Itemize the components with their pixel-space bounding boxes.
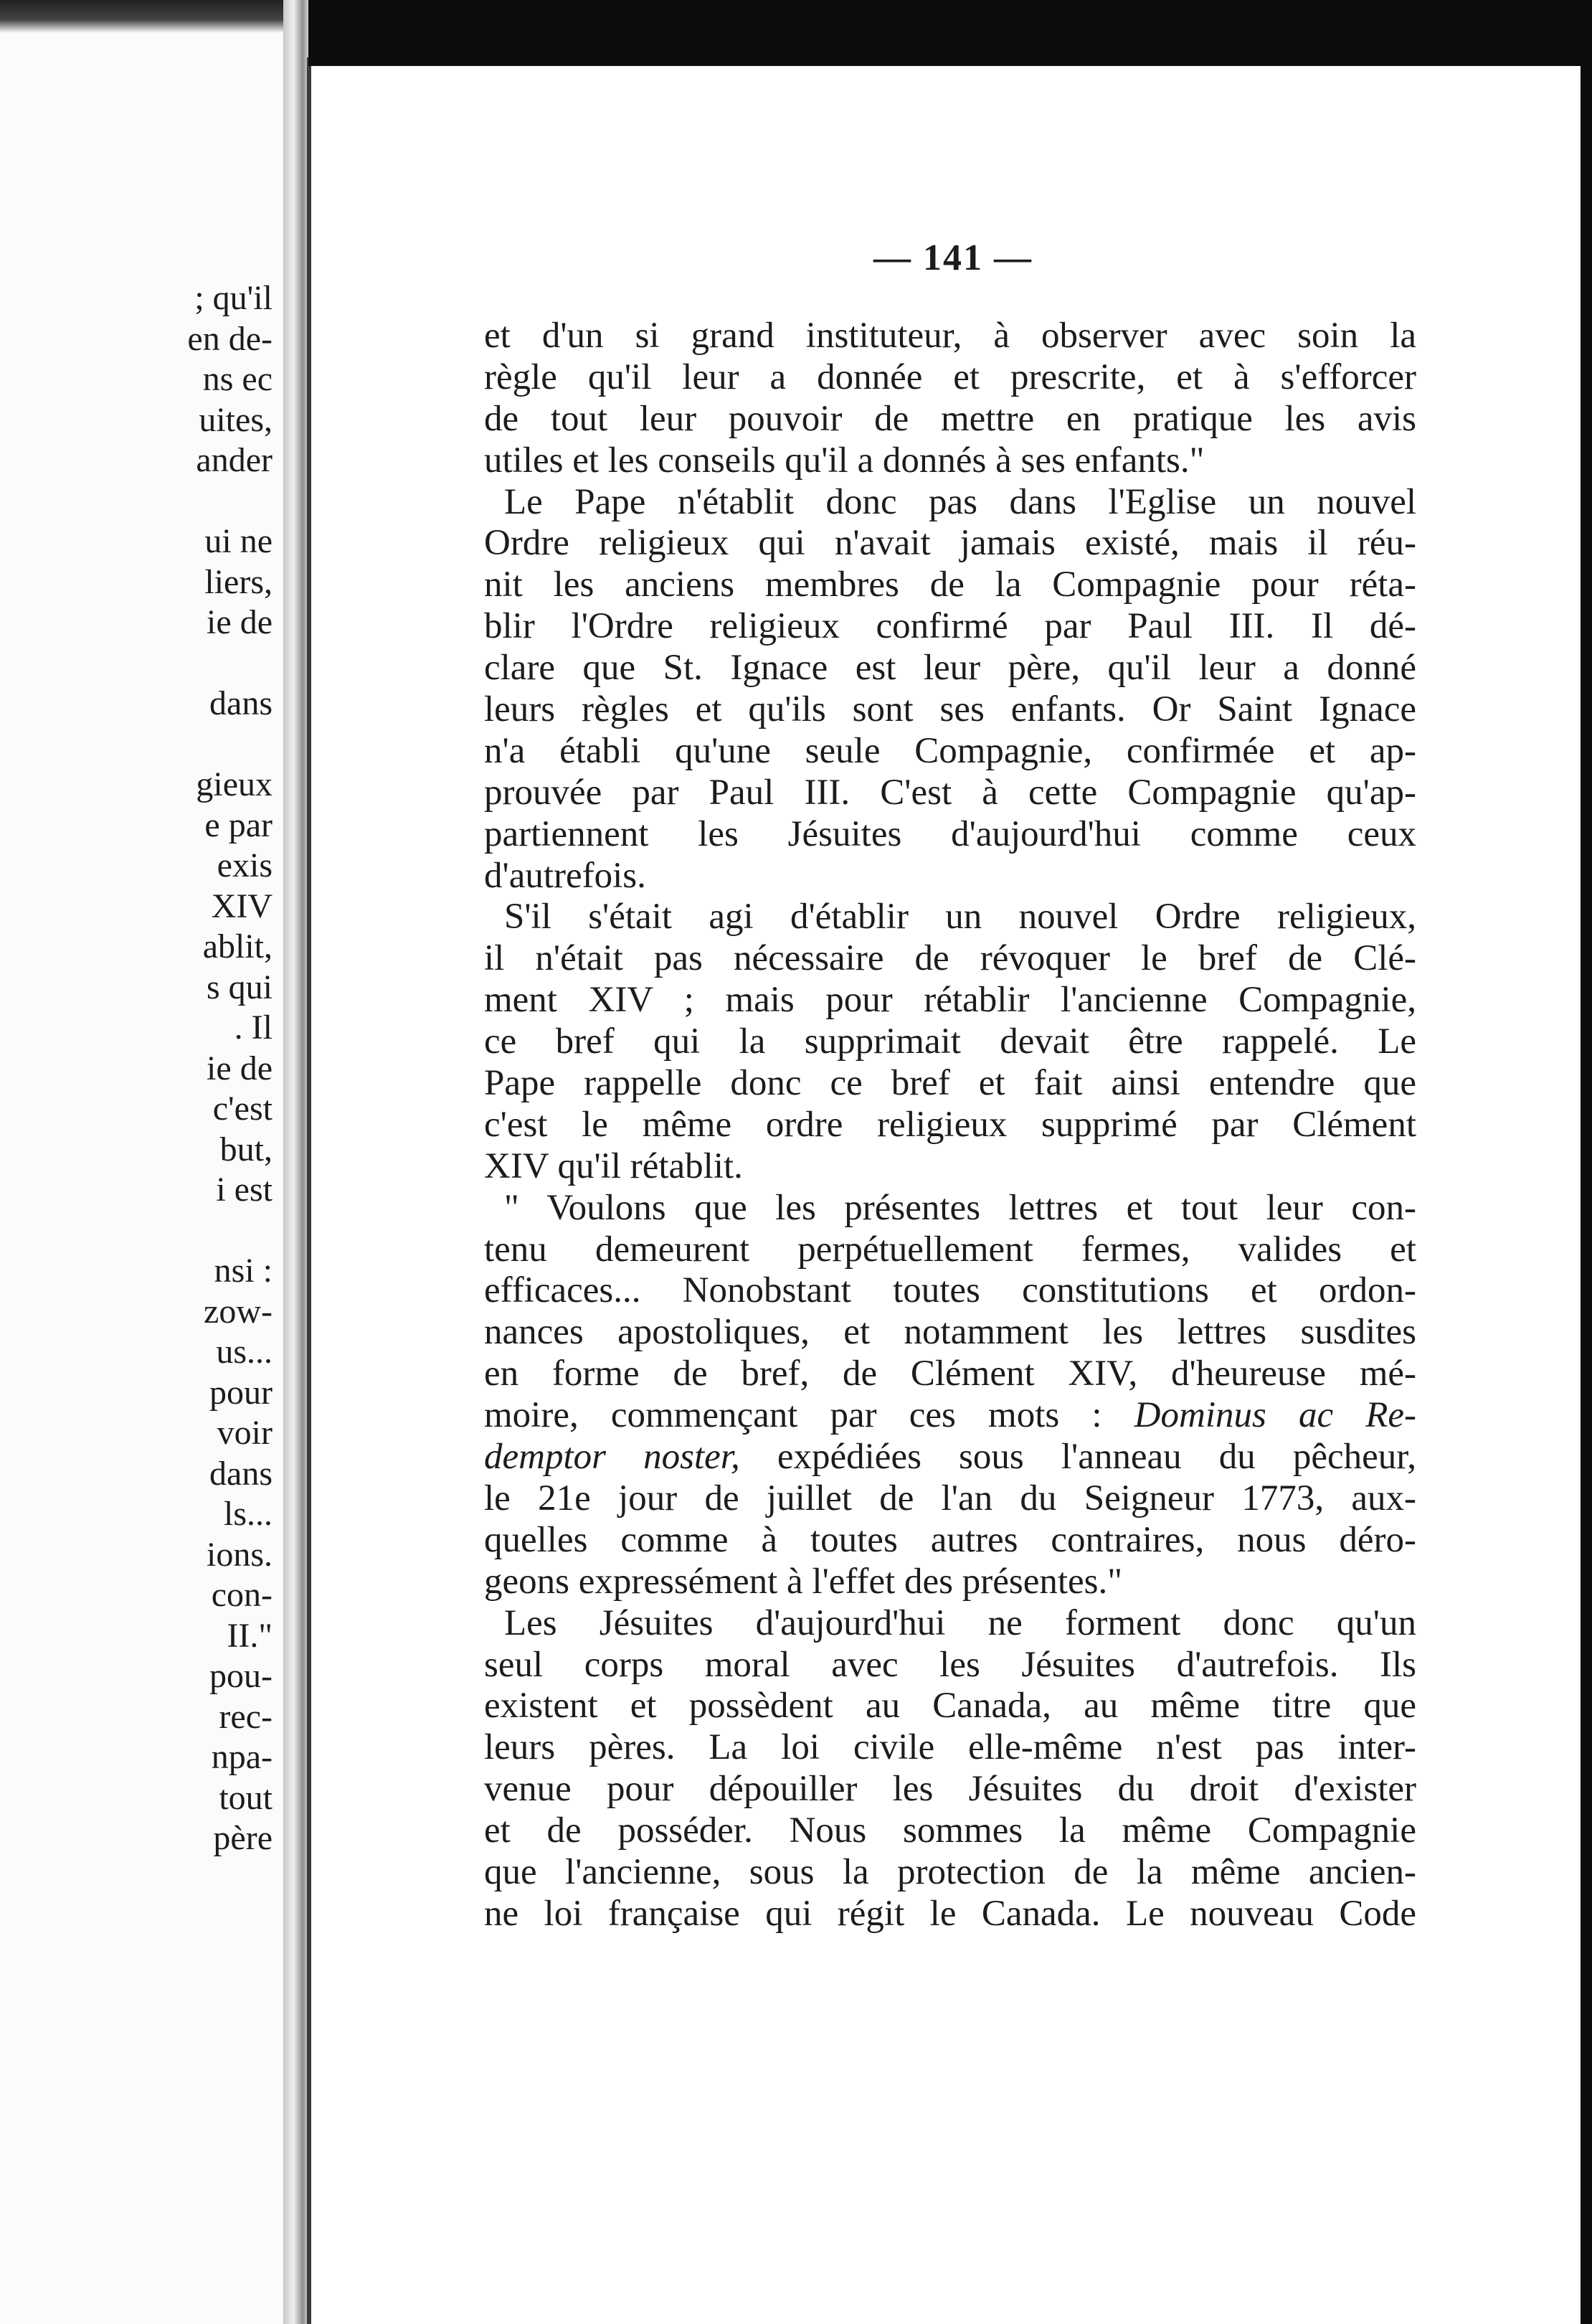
text-line: nit les anciens membres de la Compagnie pour réta- <box>484 565 1416 605</box>
text-line: leurs pères. La loi civile elle-même n'est pas inter- <box>484 1727 1416 1768</box>
latin-incipit: demptor noster, <box>484 1437 740 1478</box>
facing-page-fragment: dans <box>209 1454 273 1493</box>
facing-page-fragment: us... <box>216 1333 273 1371</box>
page-number: — 141 — <box>873 237 1033 278</box>
facing-page-fragment: II." <box>227 1616 273 1655</box>
text-line: c'est le même ordre religieux supprimé par Clément <box>484 1104 1416 1145</box>
text-line: " Voulons que les présentes lettres et tout leur con- <box>504 1187 1416 1228</box>
text-line: geons expressément à l'effet des présentes." <box>484 1561 1123 1602</box>
text-line: Pape rappelle donc ce bref et fait ainsi entendre que <box>484 1063 1416 1104</box>
text-segment: expédiées sous l'anneau du pêcheur, <box>777 1437 1417 1478</box>
scan-border-top <box>308 0 1592 66</box>
facing-page-fragment: ls... <box>223 1495 273 1533</box>
facing-page-fragment: . Il <box>234 1009 273 1047</box>
text-line: XIV qu'il rétablit. <box>484 1146 743 1186</box>
text-line: venue pour dépouiller les Jésuites du droit d'exister <box>484 1769 1416 1810</box>
text-line: que l'ancienne, sous la protection de la même ancien- <box>484 1851 1416 1892</box>
text-line: S'il s'était agi d'établir un nouvel Ordre religieux, <box>504 897 1416 937</box>
facing-page-fragment: ; qu'il <box>194 279 273 317</box>
text-line: Ordre religieux qui n'avait jamais existé, mais il réu- <box>484 523 1416 564</box>
scan-border-right <box>1581 0 1592 2324</box>
facing-page-fragment: exis <box>217 846 273 884</box>
facing-page-fragment: nsi : <box>214 1252 273 1290</box>
text-line: en forme de bref, de Clément XIV, d'heureuse mé- <box>484 1354 1416 1394</box>
facing-page-fragment: voir <box>217 1414 273 1452</box>
facing-page-fragment: liers, <box>204 562 273 601</box>
text-line: Les Jésuites d'aujourd'hui ne forment donc qu'un <box>504 1602 1416 1643</box>
facing-page-fragment <box>0 1211 273 1252</box>
text-line: le 21e jour de juillet de l'an du Seigneur 1773, aux- <box>484 1478 1416 1518</box>
facing-page-text-fragments <box>0 278 273 1859</box>
facing-page-fragment: but, <box>219 1130 273 1168</box>
facing-page-fragment: XIV <box>211 887 273 925</box>
facing-page-fragment: en de- <box>187 319 273 358</box>
facing-page-fragment: e par <box>204 806 273 844</box>
text-line <box>484 1395 1416 1437</box>
facing-page-fragment: uites, <box>199 400 273 439</box>
scan-shadow <box>0 0 283 33</box>
facing-page-fragment <box>0 643 273 684</box>
text-line: clare que St. Ignace est leur père, qu'il leur a donné <box>484 648 1416 689</box>
facing-page-fragment: père <box>213 1819 273 1857</box>
facing-page-fragment: zow- <box>204 1292 273 1331</box>
text-line: Le Pape n'établit donc pas dans l'Eglise un nouvel <box>504 481 1416 522</box>
facing-page-fragment: s qui <box>206 968 273 1006</box>
text-line: et de posséder. Nous sommes la même Compagnie <box>484 1810 1416 1851</box>
text-line: partiennent les Jésuites d'aujourd'hui comme ceux <box>484 813 1416 854</box>
latin-incipit: Dominus ac Re- <box>1134 1395 1417 1436</box>
text-line: efficaces... Nonobstant toutes constitutions et ordon- <box>484 1270 1416 1311</box>
text-line: nances apostoliques, et notamment les lettres susdites <box>484 1312 1416 1353</box>
facing-page-fragment <box>0 724 273 765</box>
facing-page-fragment: ander <box>196 441 273 479</box>
facing-page-fragment <box>0 481 273 522</box>
text-line: quelles comme à toutes autres contraires, nous déro- <box>484 1519 1416 1560</box>
text-line: prouvée par Paul III. C'est à cette Compagnie qu'ap- <box>484 772 1416 813</box>
text-line: utiles et les conseils qu'il a donnés à ses enfants." <box>484 440 1205 481</box>
facing-page-fragment: ablit, <box>202 927 273 965</box>
text-line: de tout leur pouvoir de mettre en pratique les avis <box>484 398 1416 439</box>
text-line: tenu demeurent perpétuellement fermes, valides et <box>484 1229 1416 1270</box>
facing-page-fragment: pou- <box>209 1657 273 1695</box>
facing-page-fragment: npa- <box>211 1738 273 1776</box>
text-line: d'autrefois. <box>484 855 646 896</box>
facing-page-fragment: rec- <box>219 1697 273 1736</box>
facing-page-fragment: ui ne <box>204 522 273 560</box>
text-line: il n'était pas nécessaire de révoquer le bref de Clé- <box>484 938 1416 979</box>
facing-page-fragment: ie de <box>207 1049 273 1087</box>
body-text <box>484 316 1416 1935</box>
facing-page-fragment: ns ec <box>202 360 273 398</box>
text-line: n'a établi qu'une seule Compagnie, confirmée et ap- <box>484 730 1416 771</box>
facing-page <box>0 0 283 2324</box>
book-gutter <box>283 0 309 2324</box>
facing-page-fragment: dans <box>209 684 273 722</box>
text-line: existent et possèdent au Canada, au même titre que <box>484 1686 1416 1727</box>
facing-page-fragment: i est <box>216 1171 273 1209</box>
text-line: ce bref qui la supprimait devait être rappelé. Le <box>484 1021 1416 1062</box>
facing-page-fragment: con- <box>211 1576 273 1614</box>
text-line <box>484 1437 1416 1478</box>
facing-page-fragment: gieux <box>196 765 273 803</box>
facing-page-fragment: ions. <box>206 1535 273 1574</box>
text-segment: moire, commençant par ces mots : <box>484 1395 1102 1436</box>
facing-page-fragment: c'est <box>212 1090 273 1128</box>
facing-page-fragment: pour <box>209 1373 273 1412</box>
text-line: ment XIV ; mais pour rétablir l'ancienne Compagnie, <box>484 980 1416 1021</box>
facing-page-fragment: tout <box>219 1778 273 1817</box>
text-line: blir l'Ordre religieux confirmé par Paul III. Il dé- <box>484 606 1416 647</box>
text-line: seul corps moral avec les Jésuites d'autrefois. Ils <box>484 1644 1416 1685</box>
text-line: et d'un si grand instituteur, à observer avec soin la <box>484 316 1416 356</box>
facing-page-fragment: ie de <box>207 603 273 641</box>
spine-edge <box>307 57 311 2324</box>
text-line: leurs règles et qu'ils sont ses enfants. Or Saint Ignace <box>484 689 1416 730</box>
text-line: règle qu'il leur a donnée et prescrite, et à s'efforcer <box>484 356 1416 397</box>
text-line: ne loi française qui régit le Canada. Le nouveau Code <box>484 1893 1416 1934</box>
